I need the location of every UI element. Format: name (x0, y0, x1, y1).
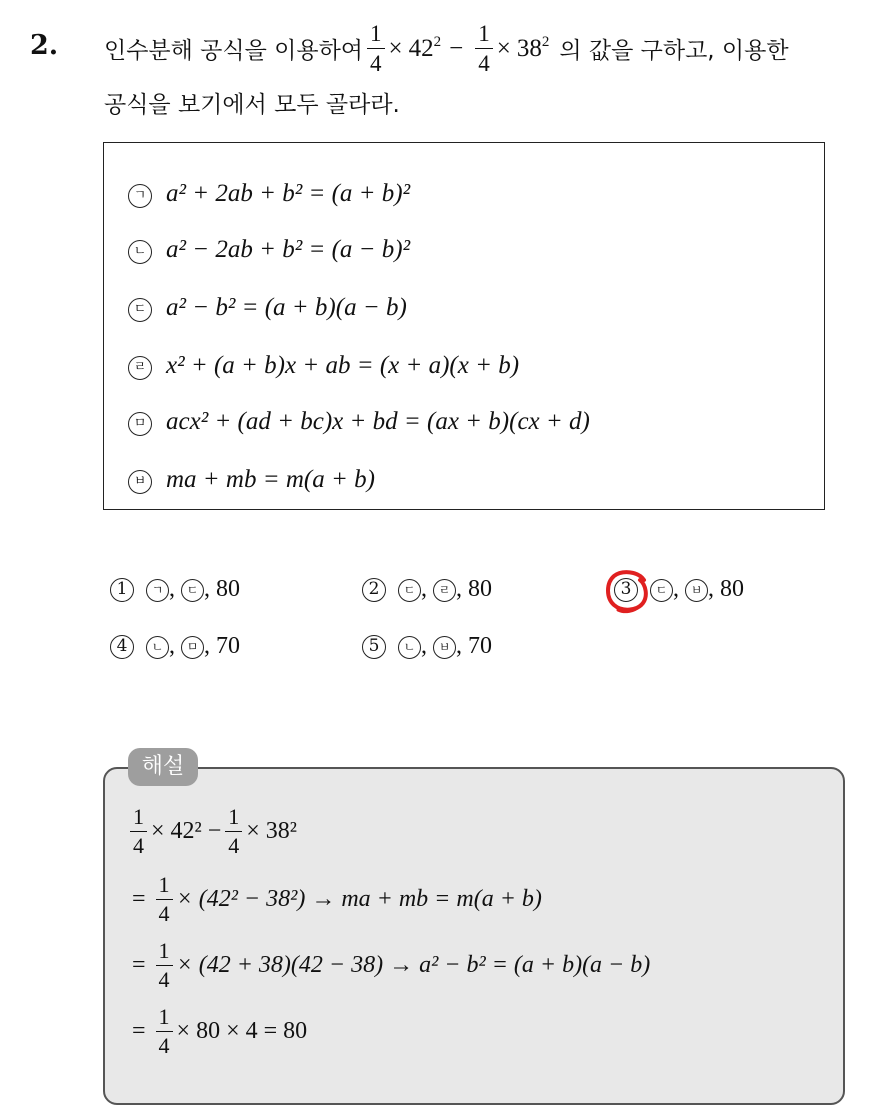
choice-number: 1 (110, 578, 134, 602)
fraction-denominator: 4 (158, 967, 170, 992)
formula-expression: a² + 2ab + b² = (a + b)² (166, 180, 411, 207)
question-text-part2: 의 값을 구하고, 이용한 (559, 38, 789, 64)
fraction-denominator: 4 (228, 833, 240, 858)
choice-number: 3 (614, 578, 638, 602)
choice-label: ㅂ (685, 579, 708, 602)
choice-label: ㄹ (433, 579, 456, 602)
question-line-1 (104, 22, 789, 75)
formula-label: ㅁ (128, 412, 152, 436)
formula-item-1 (128, 180, 410, 208)
choice-label: ㄷ (650, 579, 673, 602)
choice-label: ㅁ (181, 636, 204, 659)
solution-line-4 (126, 1006, 307, 1057)
formula-label: ㄱ (128, 184, 152, 208)
formula-expression: a² − 2ab + b² = (a − b)² (166, 236, 411, 263)
solution-expression: × (42 + 38)(42 − 38) → a² − b² = (a + b)(a − b) (176, 952, 651, 978)
solution-line-2 (126, 874, 542, 925)
fraction-numerator: 1 (367, 22, 385, 49)
choice-number: 5 (362, 635, 386, 659)
equals-sign: = (132, 886, 146, 912)
fraction-numerator: 1 (156, 940, 173, 966)
fraction-numerator: 1 (130, 806, 147, 832)
formula-expression: acx² + (ad + bc)x + bd = (ax + b)(cx + d) (166, 408, 590, 435)
formula-item-4 (128, 352, 519, 380)
choice-2[interactable]: 2 ㄷ , ㄹ , 80 (362, 576, 492, 603)
choice-label: ㅂ (433, 636, 456, 659)
solution-expression: × 80 × 4 = 80 (176, 1018, 308, 1044)
formula-label: ㄷ (128, 298, 152, 322)
formula-label: ㄴ (128, 240, 152, 264)
fraction-denominator: 4 (158, 1033, 170, 1058)
answer-mark-icon (604, 568, 650, 614)
question-fraction-2 (475, 22, 493, 75)
choice-3[interactable]: 3 ㄷ , ㅂ , 80 (614, 576, 744, 603)
fraction-numerator: 1 (156, 1006, 173, 1032)
question-line-2: 공식을 보기에서 모두 골라라. (104, 92, 400, 118)
solution-tag: 해설 (128, 748, 198, 786)
fraction-denominator: 4 (478, 51, 490, 76)
minus-sign: − (449, 34, 464, 62)
question-term-1: × $42^2$ (388, 33, 442, 62)
solution-fraction (130, 806, 147, 857)
formula-item-2 (128, 236, 410, 264)
choice-value: 70 (216, 633, 240, 659)
formula-label: ㅂ (128, 470, 152, 494)
choice-number: 4 (110, 635, 134, 659)
choice-number: 2 (362, 578, 386, 602)
solution-fraction (156, 940, 173, 991)
choice-label: ㄴ (146, 636, 169, 659)
formula-item-5 (128, 408, 590, 436)
fraction-denominator: 4 (133, 833, 144, 858)
choice-value: 80 (468, 576, 492, 602)
question-text-part1: 인수분해 공식을 이용하여 (104, 38, 364, 64)
formula-expression: a² − b² = (a + b)(a − b) (166, 294, 407, 321)
choice-label: ㄴ (398, 636, 421, 659)
question-number: 2. (30, 30, 59, 61)
choice-5[interactable]: 5 ㄴ , ㅂ , 70 (362, 633, 492, 660)
fraction-numerator: 1 (475, 22, 493, 49)
question-term-2: × $38^2$ (496, 33, 550, 62)
solution-fraction (156, 1006, 173, 1057)
question-fraction-1 (367, 22, 385, 75)
fraction-denominator: 4 (158, 901, 170, 926)
choice-value: 80 (720, 576, 744, 602)
fraction-denominator: 4 (370, 51, 382, 76)
choice-label: ㄷ (181, 579, 204, 602)
solution-line-1 (126, 806, 297, 857)
choice-4[interactable]: 4 ㄴ , ㅁ , 70 (110, 633, 240, 660)
choice-value: 70 (468, 633, 492, 659)
equals-sign: = (132, 1018, 146, 1044)
fraction-numerator: 1 (156, 874, 173, 900)
solution-fraction (156, 874, 173, 925)
equals-sign: = (132, 952, 146, 978)
fraction-numerator: 1 (225, 806, 242, 832)
solution-line-3 (126, 940, 650, 991)
solution-expression: × 42² − (151, 818, 222, 844)
solution-expression: × 38² (246, 818, 297, 844)
choice-label: ㄷ (398, 579, 421, 602)
formula-label: ㄹ (128, 356, 152, 380)
solution-expression: × (42² − 38²) → ma + mb = m(a + b) (176, 886, 542, 912)
formula-item-6 (128, 466, 375, 494)
choice-value: 80 (216, 576, 240, 602)
formula-expression: ma + mb = m(a + b) (166, 466, 375, 493)
formula-expression: x² + (a + b)x + ab = (x + a)(x + b) (166, 352, 520, 379)
choice-1[interactable]: 1 ㄱ , ㄷ , 80 (110, 576, 240, 603)
formula-item-3 (128, 294, 407, 322)
solution-fraction (225, 806, 242, 857)
choice-label: ㄱ (146, 579, 169, 602)
